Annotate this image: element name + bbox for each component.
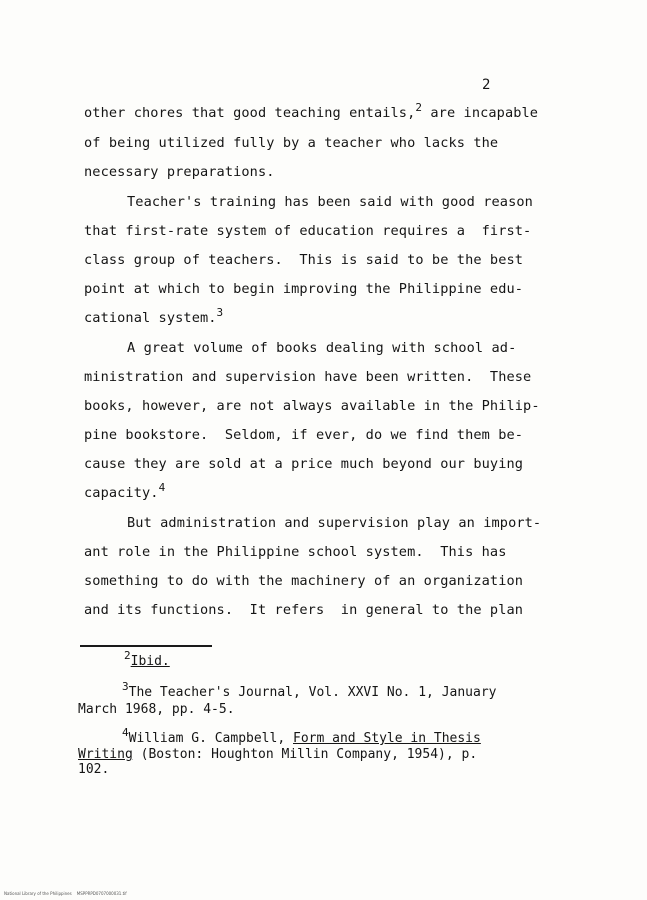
footnote-4: $^4$William G. Campbell, Form and Style in Thesis xyxy=(122,726,481,746)
body-line: A great volume of books dealing with school ad- xyxy=(127,340,517,356)
body-line: and its functions. It refers in general to the plan xyxy=(84,602,524,618)
body-line: capacity.$^4$ xyxy=(84,481,166,501)
body-line: books, however, are not always available in the Philip- xyxy=(84,398,540,414)
footnote-ref: 2 xyxy=(415,101,423,114)
body-line: necessary preparations. xyxy=(84,164,275,180)
body-line: something to do with the machinery of an organization xyxy=(84,573,524,589)
footnote-4-cont: Writing (Boston: Houghton Millin Company, 1954), p. xyxy=(78,747,478,762)
body-line: pine bookstore. Seldom, if ever, do we find them be- xyxy=(84,427,524,443)
footnote-ref: 3 xyxy=(216,306,224,319)
body-line: class group of teachers. This is said to be the best xyxy=(84,252,524,268)
footnote-divider xyxy=(80,645,212,647)
body-line: of being utilized fully by a teacher who lacks the xyxy=(84,135,499,151)
body-line: ministration and supervision have been written. These xyxy=(84,369,532,385)
archive-stamp: National Library of the Philippines MSPPRPD0707000031.tif xyxy=(4,891,127,896)
footnote-ref: 4 xyxy=(158,481,166,494)
footnote-4-cont: 102. xyxy=(78,762,110,777)
body-line: cational system.$^3$ xyxy=(84,306,224,326)
page-number: 2 xyxy=(482,77,491,93)
body-line: ant role in the Philippine school system. This has xyxy=(84,544,507,560)
footnote-3-cont: March 1968, pp. 4-5. xyxy=(78,702,235,717)
body-line: point at which to begin improving the Philippine edu- xyxy=(84,281,524,297)
footnote-2: $^2$Ibid. xyxy=(124,649,170,669)
body-line: other chores that good teaching entails,$^2$ are incapable xyxy=(84,101,539,121)
body-line: But administration and supervision play an import- xyxy=(127,515,542,531)
footnote-3: $^3$The Teacher's Journal, Vol. XXVI No. 1, January xyxy=(122,680,497,700)
body-line: Teacher's training has been said with good reason xyxy=(127,194,533,210)
body-line: cause they are sold at a price much beyond our buying xyxy=(84,456,524,472)
body-line: that first-rate system of education requires a first- xyxy=(84,223,532,239)
